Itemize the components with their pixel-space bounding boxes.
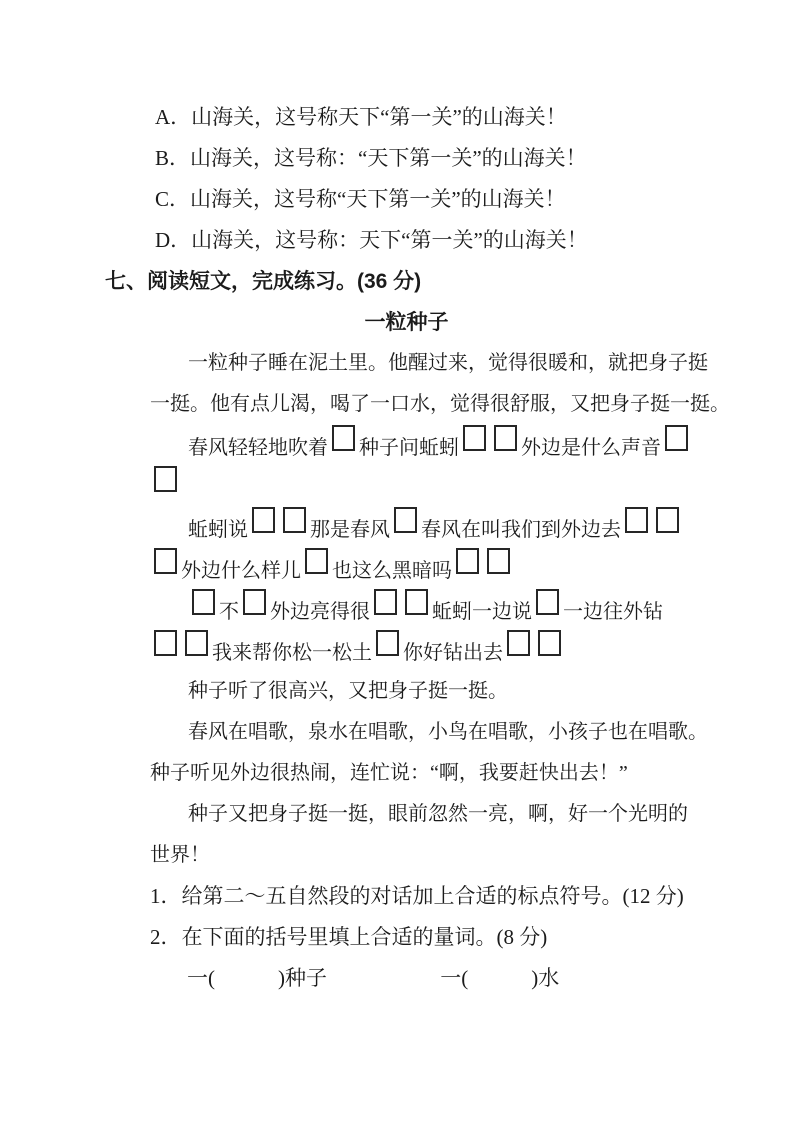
passage-line: 一挺。他有点儿渴，喝了一口水，觉得很舒服，又把身子挺一挺。 — [150, 393, 730, 415]
passage-line: 不 外边亮得很 蚯蚓一边说 一边往外钻 — [150, 589, 713, 630]
blank-item-seed: 一( )种子 — [187, 966, 327, 990]
punctuation-box[interactable] — [625, 507, 648, 533]
section-heading: 七、阅读短文，完成练习。(36 分) — [105, 270, 422, 293]
punctuation-box[interactable] — [456, 548, 479, 574]
passage-line: 世界！ — [150, 844, 210, 866]
choice-option: D．山海关，这号称：天下“第一关”的山海关！ — [155, 228, 588, 252]
choice-option: B．山海关，这号称：“天下第一关”的山海关！ — [155, 146, 587, 170]
punctuation-box[interactable] — [243, 589, 266, 615]
choice-option: A．山海关，这号称天下“第一关”的山海关！ — [155, 105, 567, 129]
passage-line: 外边什么样儿 也这么黑暗吗 — [150, 548, 713, 589]
passage-line: 种子又把身子挺一挺，眼前忽然一亮，啊，好一个光明的 — [188, 803, 688, 825]
choice-option: C．山海关，这号称“天下第一关”的山海关！ — [155, 187, 566, 211]
passage-line: 春风轻轻地吹着 种子问蚯蚓 外边是什么声音 — [150, 425, 713, 466]
punctuation-box[interactable] — [394, 507, 417, 533]
questions — [100, 876, 713, 958]
passage-line: 一粒种子睡在泥土里。他醒过来，觉得很暖和，就把身子挺 — [188, 352, 708, 374]
punctuation-box[interactable] — [305, 548, 328, 574]
punctuation-box[interactable] — [332, 425, 355, 451]
punctuation-box[interactable] — [538, 630, 561, 656]
punctuation-box[interactable] — [463, 425, 486, 451]
punctuation-box[interactable] — [154, 548, 177, 574]
passage-title: 一粒种子 — [364, 311, 449, 334]
punctuation-box[interactable] — [192, 589, 215, 615]
measure-word-blanks — [150, 958, 713, 999]
punctuation-box[interactable] — [405, 589, 428, 615]
question-item: 1．给第二～五自然段的对话加上合适的标点符号。(12 分) — [150, 884, 684, 908]
punctuation-box[interactable] — [154, 466, 177, 492]
passage-body — [100, 343, 730, 876]
passage-line: 春风在唱歌，泉水在唱歌，小鸟在唱歌，小孩子也在唱歌。 — [188, 721, 708, 743]
punctuation-box[interactable] — [507, 630, 530, 656]
punctuation-box[interactable] — [487, 548, 510, 574]
punctuation-box[interactable] — [494, 425, 517, 451]
punctuation-box[interactable] — [536, 589, 559, 615]
blank-item-water: 一( )水 — [440, 966, 560, 990]
punctuation-box[interactable] — [154, 630, 177, 656]
passage-line: 我来帮你松一松土 你好钻出去 — [150, 630, 713, 671]
punctuation-box[interactable] — [665, 425, 688, 451]
passage-line: 蚯蚓说 那是春风 春风在叫我们到外边去 — [150, 507, 713, 548]
punctuation-box[interactable] — [283, 507, 306, 533]
question-item: 2．在下面的括号里填上合适的量词。(8 分) — [150, 925, 548, 949]
punctuation-box[interactable] — [376, 630, 399, 656]
punctuation-box[interactable] — [656, 507, 679, 533]
passage-line: 种子听见外边很热闹，连忙说：“啊，我要赶快出去！” — [150, 762, 628, 784]
choice-options — [100, 97, 713, 261]
passage-line — [150, 466, 713, 507]
punctuation-box[interactable] — [185, 630, 208, 656]
punctuation-box[interactable] — [252, 507, 275, 533]
passage-line: 种子听了很高兴，又把身子挺一挺。 — [188, 680, 508, 702]
punctuation-box[interactable] — [374, 589, 397, 615]
